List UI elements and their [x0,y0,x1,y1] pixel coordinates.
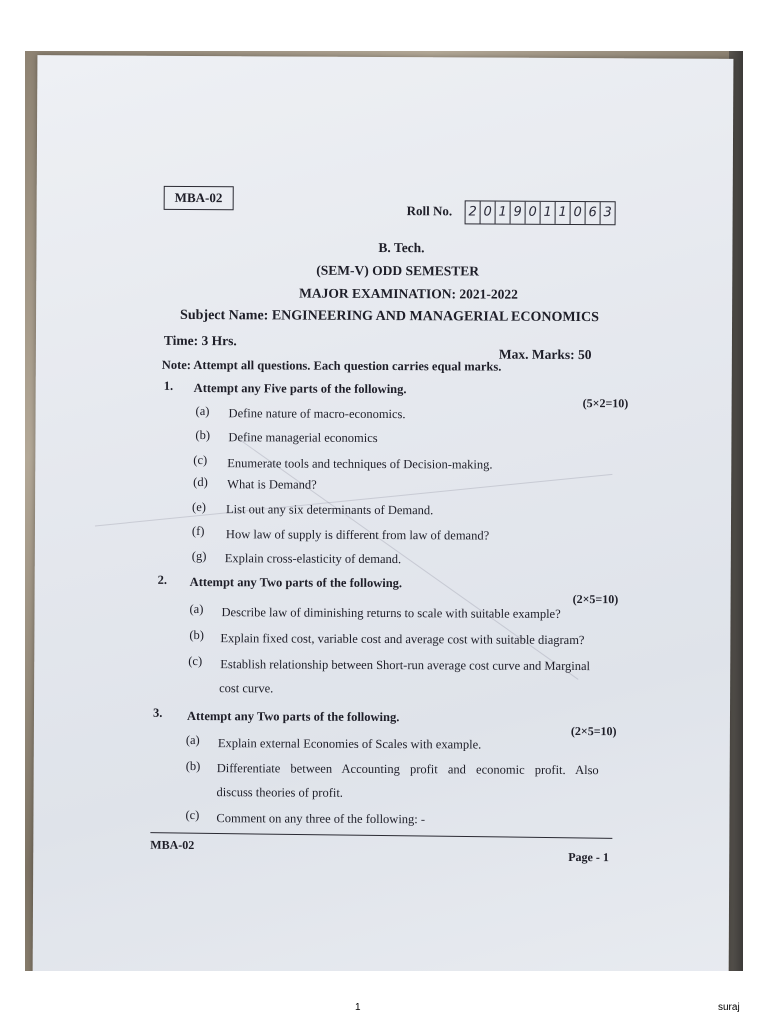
roll-digit: 3 [603,205,612,221]
roll-digit: 2 [466,201,481,223]
roll-digit: 1 [496,202,511,224]
question-2a-text: Describe law of diminishing returns to scale with suitable example? [221,605,561,621]
pdf-page-number: 1 [355,1002,361,1013]
paper-fold [95,474,613,527]
question-1d-label: (d) [193,475,208,490]
question-3c-text: Comment on any three of the following: - [216,811,426,827]
question-1a-text: Define nature of macro-economics. [228,406,406,422]
roll-digit: 0 [571,202,586,224]
question-1b-label: (b) [195,428,211,443]
question-1e-text: List out any six determinants of Demand. [226,502,434,518]
question-1f-label: (f) [191,523,205,539]
question-1-marks: (5×2=10) [582,396,629,411]
exam-name: MAJOR EXAMINATION: 2021-2022 [299,285,518,302]
question-1e-label: (e) [192,500,206,515]
question-1c-text: Enumerate tools and techniques of Decision-making. [227,456,493,472]
exam-paper [33,55,734,971]
max-marks: Max. Marks: 50 [498,346,592,363]
question-3b-text: Differentiate between Accounting profit and economic profit. Also [216,761,599,778]
exam-code-box: MBA-02 [164,186,234,210]
question-1g-text: Explain cross-elasticity of demand. [224,551,402,567]
question-3b-label: (b) [185,758,201,774]
question-2-number: 2. [157,572,168,587]
semester: (SEM-V) ODD SEMESTER [316,262,480,279]
degree: B. Tech. [378,239,425,256]
roll-digit: 1 [541,202,556,224]
question-1f-text: How law of supply is different from law of demand? [225,527,490,543]
question-1c-label: (c) [193,453,208,468]
question-1-number: 1. [163,378,174,393]
photo [25,51,743,971]
question-3-text: Attempt any Two parts of the following. [186,708,400,725]
question-2c-text-continued: cost curve. [219,681,274,696]
roll-digit: 1 [556,202,571,224]
roll-digit: 0 [526,202,541,224]
question-1a-label: (a) [195,404,210,419]
question-2b-label: (b) [189,627,205,643]
footer-rule [150,832,612,839]
question-2-marks: (2×5=10) [572,591,619,607]
question-3a-text: Explain external Economies of Scales with example. [217,736,482,752]
footer-page-number: Page - 1 [568,849,609,865]
roll-digit: 9 [511,202,526,224]
roll-digit: 6 [586,202,601,224]
question-1d-text: What is Demand? [227,477,317,492]
subject-name: Subject Name: ENGINEERING AND MANAGERIAL ECONOMICS [180,307,599,326]
roll-no-label: Roll No. [406,203,453,219]
exam-note: Note: Attempt all questions. Each question carries equal marks. [161,357,502,374]
question-2c-text: Establish relationship between Short-run average cost curve and Marginal [220,657,591,674]
pdf-author: suraj [718,1002,740,1013]
exam-time: Time: 3 Hrs. [163,332,237,349]
footer-exam-code: MBA-02 [150,837,195,853]
question-1g-label: (g) [191,548,207,564]
question-3a-label: (a) [185,732,200,748]
roll-digit: 0 [481,202,496,224]
question-2a-label: (a) [189,601,204,617]
question-2c-label: (c) [188,653,203,669]
question-1-text: Attempt any Five parts of the following. [193,381,407,397]
question-3-marks: (2×5=10) [570,723,617,739]
question-3b-text-continued: discuss theories of profit. [216,785,343,800]
question-3c-label: (c) [185,807,200,823]
question-3-number: 3. [152,705,163,720]
question-2b-text: Explain fixed cost, variable cost and average cost with suitable diagram? [220,631,585,648]
question-2-text: Attempt any Two parts of the following. [189,574,403,591]
roll-number-boxes [465,200,616,225]
question-1b-text: Define managerial economics [228,430,378,445]
